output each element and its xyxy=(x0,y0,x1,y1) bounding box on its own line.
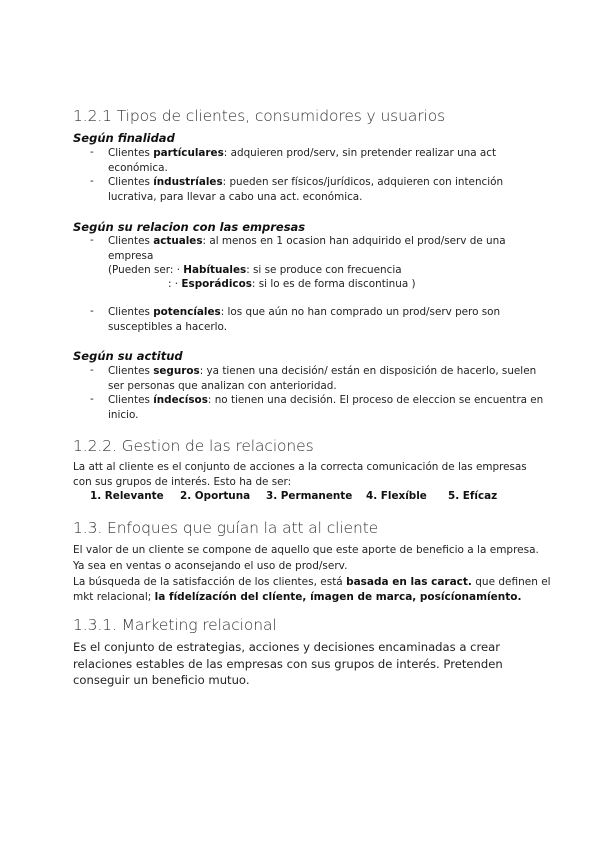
list-item-seguros: Clientes seguros: ya tienen una decisión/ están en disposición de hacerlo, suelen ser personas que analizan con anterioridad. xyxy=(108,365,537,392)
quality-item: 1. Relevante xyxy=(90,490,164,502)
list-item-indecisos: Clientes índecísos: no tienen una decisión. El proceso de eleccion se encuentra en inicio. xyxy=(108,394,544,421)
list-dash: - xyxy=(90,393,94,405)
enfoques-paragraph: El valor de un cliente se compone de aquello que este aporte de beneficio a la empresa. Ya sea en ventas o aconsejando el uso de prod/serv. La búsqueda de la satisfacción de los clientes, está basada en las caract. que definen el mkt relacional; la fídelízacíón del clíente, ímagen de marca, posícíonamíento. xyxy=(73,544,551,604)
list-item-potenciales: Clientes potencíales: los que aún no han comprado un prod/serv pero son susceptibles a hacerlo. xyxy=(108,306,501,333)
list-item-industriales: Clientes índustríales: pueden ser físicos/jurídicos, adquieren con intención lucrativa, para llevar a cabo una act. económica. xyxy=(108,176,504,203)
list-dash: - xyxy=(90,146,94,158)
subheading-actitud: Según su actitud xyxy=(73,349,183,363)
list-dash: - xyxy=(90,305,94,317)
marketing-paragraph: Es el conjunto de estrategias, acciones y decisiones encaminadas a crear relaciones estables de las empresas con sus grupos de interés. Pretenden conseguir un beneficio mutuo. xyxy=(73,640,503,687)
list-item-actuales: Clientes actuales: al menos en 1 ocasion han adquirido el prod/serv de una empresa xyxy=(108,235,506,262)
list-dash: - xyxy=(90,234,94,246)
section-title-marketing-relacional: 1.3.1. Marketing relacional xyxy=(73,616,277,634)
quality-item: 2. Oportuna xyxy=(180,490,251,502)
list-dash: - xyxy=(90,364,94,376)
list-dash: - xyxy=(90,175,94,187)
section-title-gestion: 1.2.2. Gestion de las relaciones xyxy=(73,437,314,455)
section-title-enfoques: 1.3. Enfoques que guían la att al cliente xyxy=(73,519,379,537)
subheading-finalidad: Según finalidad xyxy=(73,131,175,145)
list-item-particulares: Clientes partículares: adquieren prod/serv, sin pretender realizar una act económica. xyxy=(108,147,497,174)
esporadicos-line: : · Esporádicos: si lo es de forma discontinua ) xyxy=(168,278,416,290)
quality-item: 5. Efícaz xyxy=(448,490,498,502)
quality-item: 4. Flexíble xyxy=(366,490,427,502)
gestion-paragraph: La att al cliente es el conjunto de acciones a la correcta comunicación de las empresas con sus grupos de interés. Esto ha de ser: xyxy=(73,461,527,488)
habituales-line: (Pueden ser: · Habítuales: si se produce con frecuencia xyxy=(108,264,402,276)
section-title-tipos-clientes: 1.2.1 Tipos de clientes, consumidores y usuarios xyxy=(73,107,446,125)
quality-item: 3. Permanente xyxy=(266,490,353,502)
subheading-relacion: Según su relacion con las empresas xyxy=(73,220,306,234)
